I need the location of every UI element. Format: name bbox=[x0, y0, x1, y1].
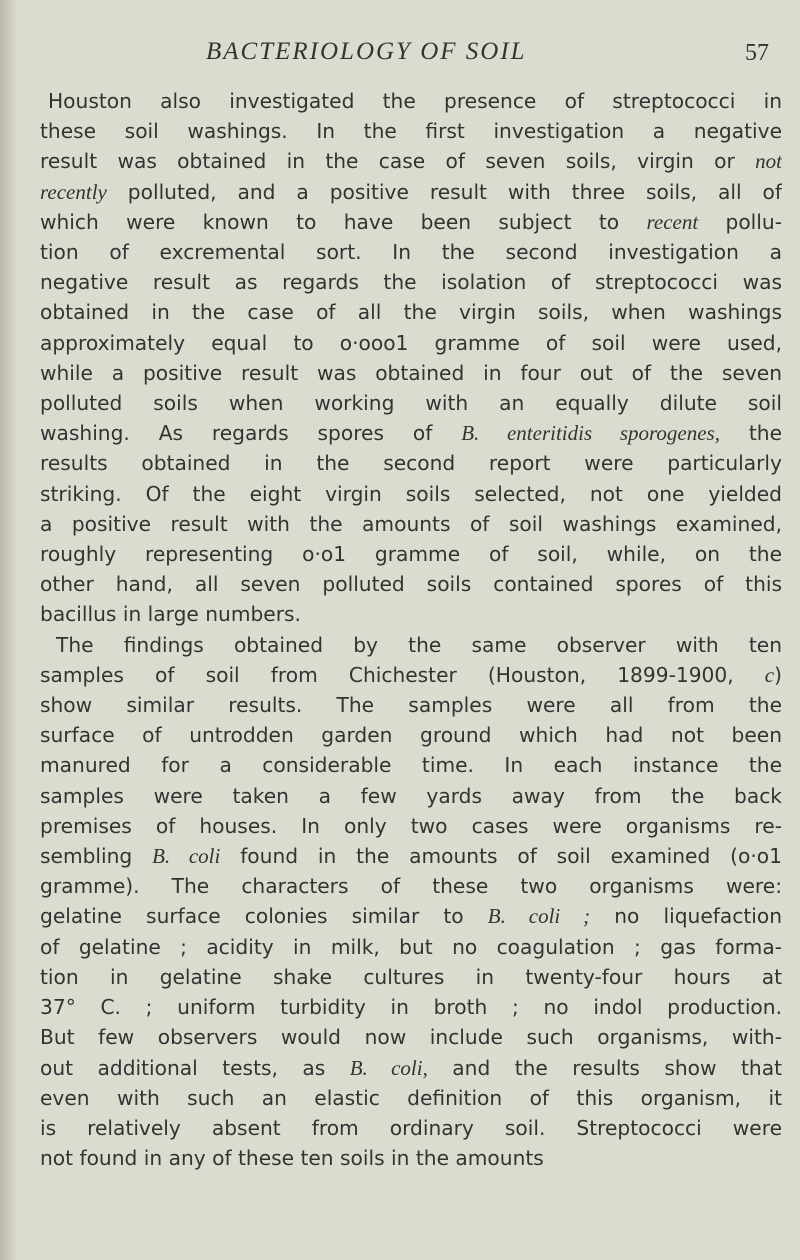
text-line bbox=[40, 418, 782, 448]
text-line bbox=[40, 750, 782, 780]
text-line bbox=[40, 962, 782, 992]
text-run: found in the amounts of soil examined (o·o1 bbox=[220, 844, 782, 869]
text-run: result was obtained in the case of seven soils, virgin or bbox=[40, 149, 756, 174]
text-run: polluted soils when working with an equally dilute soil bbox=[40, 391, 782, 416]
running-head-title: BACTERIOLOGY OF SOIL bbox=[206, 38, 527, 65]
text-line bbox=[40, 539, 782, 569]
running-head bbox=[0, 38, 800, 78]
text-run: samples of soil from Chichester (Houston, 1899-1900, bbox=[40, 662, 765, 687]
text-line bbox=[40, 781, 782, 811]
text-line bbox=[40, 1113, 782, 1143]
text-run: polluted, and a positive result with three soils, all of bbox=[106, 179, 782, 204]
text-run: Houston also investigated the presence of streptococci in bbox=[48, 89, 782, 113]
text-line bbox=[40, 146, 782, 176]
text-line bbox=[40, 901, 782, 931]
text-line bbox=[40, 630, 782, 660]
text-run: these soil washings. In the first investigation a negative bbox=[40, 119, 782, 144]
text-line bbox=[40, 871, 782, 901]
text-run: of gelatine ; acidity in milk, but no coagulation ; gas forma- bbox=[40, 934, 782, 959]
text-line bbox=[40, 86, 782, 116]
text-run: a positive result with the amounts of soil washings examined, bbox=[40, 511, 782, 536]
text-line bbox=[40, 479, 782, 509]
text-run: and the results show that bbox=[427, 1055, 782, 1080]
italic-text: B. coli bbox=[152, 844, 221, 869]
text-run: obtained in the case of all the virgin soils, when washings bbox=[40, 300, 782, 325]
text-run: ) bbox=[774, 662, 782, 687]
text-run: The findings obtained by the same observer with ten bbox=[56, 632, 782, 657]
text-line bbox=[40, 660, 782, 690]
page-number: 57 bbox=[745, 40, 769, 66]
text-line bbox=[40, 509, 782, 539]
italic-text: recent bbox=[646, 209, 699, 234]
text-line bbox=[40, 1022, 782, 1052]
text-line bbox=[40, 1083, 782, 1113]
text-run: results obtained in the second report were particularly bbox=[40, 451, 782, 476]
text-run: no liquefaction bbox=[590, 904, 782, 929]
text-line bbox=[40, 992, 782, 1022]
text-line bbox=[40, 448, 782, 478]
text-run: not found in any of these ten soils in the amounts bbox=[40, 1146, 544, 1171]
text-run: negative result as regards the isolation of streptococci was bbox=[40, 270, 782, 295]
text-line bbox=[40, 932, 782, 962]
text-run: gramme). The characters of these two organisms were: bbox=[40, 874, 782, 899]
italic-text: not bbox=[755, 149, 782, 174]
text-run: manured for a considerable time. In each instance the bbox=[40, 753, 782, 778]
text-line bbox=[40, 177, 782, 207]
text-run: washing. As regards spores of bbox=[40, 421, 462, 446]
text-run: other hand, all seven polluted soils contained spores of this bbox=[40, 572, 782, 597]
text-line bbox=[40, 116, 782, 146]
text-line bbox=[40, 599, 782, 629]
italic-text: B. coli, bbox=[349, 1055, 428, 1080]
text-line bbox=[40, 1143, 782, 1173]
text-run: sembling bbox=[40, 844, 153, 869]
text-line bbox=[40, 841, 782, 871]
text-run: show similar results. The samples were all from the bbox=[40, 693, 782, 718]
text-run: 37° C. ; uniform turbidity in broth ; no indol production. bbox=[40, 995, 782, 1020]
text-run: while a positive result was obtained in four out of the seven bbox=[40, 360, 782, 385]
text-line bbox=[40, 267, 782, 297]
text-run: is relatively absent from ordinary soil. Streptococci were bbox=[40, 1115, 782, 1140]
text-line bbox=[40, 388, 782, 418]
text-line bbox=[40, 297, 782, 327]
italic-text: c bbox=[764, 662, 775, 687]
text-run: approximately equal to o·ooo1 gramme of soil were used, bbox=[40, 330, 782, 355]
text-line bbox=[40, 811, 782, 841]
text-run: pollu- bbox=[698, 209, 782, 234]
text-line bbox=[40, 207, 782, 237]
text-line bbox=[40, 569, 782, 599]
italic-text: B. coli ; bbox=[487, 904, 591, 929]
italic-text: recently bbox=[40, 179, 107, 204]
text-run: tion in gelatine shake cultures in twenty-four hours at bbox=[40, 964, 782, 989]
text-line bbox=[40, 358, 782, 388]
text-run: even with such an elastic definition of this organism, it bbox=[40, 1085, 782, 1110]
text-run: out additional tests, as bbox=[40, 1055, 350, 1080]
text-run: But few observers would now include such organisms, with- bbox=[40, 1025, 782, 1050]
text-run: striking. Of the eight virgin soils selected, not one yielded bbox=[40, 481, 782, 506]
text-line bbox=[40, 690, 782, 720]
text-run: samples were taken a few yards away from the back bbox=[40, 783, 782, 808]
text-run: gelatine surface colonies similar to bbox=[40, 904, 488, 929]
text-run: bacillus in large numbers. bbox=[40, 602, 301, 627]
text-line bbox=[40, 237, 782, 267]
page-binding-edge bbox=[0, 0, 18, 1260]
italic-text: B. enteritidis sporogenes, bbox=[461, 421, 720, 446]
text-run: tion of excremental sort. In the second investigation a bbox=[40, 240, 782, 265]
text-run: which were known to have been subject to bbox=[40, 209, 647, 234]
text-line bbox=[40, 1053, 782, 1083]
text-run: surface of untrodden garden ground which had not been bbox=[40, 723, 782, 748]
text-line bbox=[40, 720, 782, 750]
text-line bbox=[40, 328, 782, 358]
text-run: premises of houses. In only two cases were organisms re- bbox=[40, 813, 782, 838]
text-run: the bbox=[719, 421, 782, 446]
body-text bbox=[40, 86, 782, 1173]
text-run: roughly representing o·o1 gramme of soil, while, on the bbox=[40, 542, 782, 567]
